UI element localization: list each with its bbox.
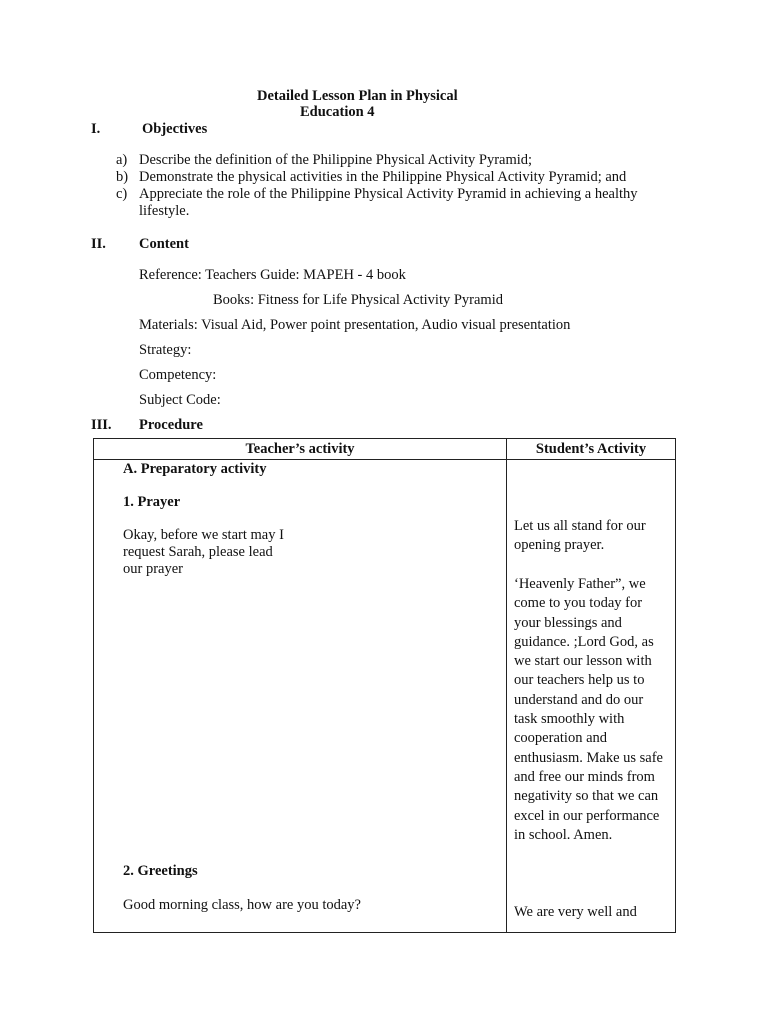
- document-title-line-1: Detailed Lesson Plan in Physical: [257, 88, 458, 104]
- objective-text: Describe the definition of the Philippine Physical Activity Pyramid;: [139, 152, 533, 168]
- student-prayer-text: ‘Heavenly Father”, we come to you today for your blessings and guidance. ;Lord God, as we start our lesson with our teachers help us to understand and do our task smoothly with cooperation and enthusiasm. Make us safe and free our minds from negativity so that we can excel in our performance in school. Amen.: [514, 576, 663, 843]
- content-materials: Materials: Visual Aid, Power point presentation, Audio visual presentation: [139, 317, 571, 333]
- teacher-activity-cell: [94, 460, 507, 933]
- section-heading-objectives: Objectives: [142, 121, 208, 137]
- objective-label: a): [116, 152, 128, 168]
- content-reference: Reference: Teachers Guide: MAPEH - 4 book: [139, 267, 406, 283]
- content-competency: Competency:: [139, 367, 217, 383]
- section-heading-content: Content: [139, 236, 189, 252]
- objective-item-b: [116, 169, 626, 186]
- objective-item-a: [116, 152, 532, 169]
- procedure-table: [93, 438, 676, 933]
- objective-item-c: [116, 186, 638, 203]
- objective-text: Appreciate the role of the Philippine Physical Activity Pyramid in achieving a healthy: [139, 186, 638, 202]
- content-strategy: Strategy:: [139, 342, 192, 358]
- student-greetings-reply: We are very well and: [514, 904, 637, 920]
- student-activity-cell: [507, 460, 676, 933]
- teacher-greetings-text: Good morning class, how are you today?: [123, 897, 361, 913]
- table-header-row: [94, 439, 676, 460]
- greetings-heading: 2. Greetings: [123, 863, 198, 879]
- student-activity-header: Student’s Activity: [507, 439, 676, 460]
- section-number-procedure: III.: [91, 417, 112, 433]
- objective-text: Demonstrate the physical activities in the Philippine Physical Activity Pyramid; and: [139, 169, 627, 185]
- teacher-prayer-line-2: request Sarah, please lead: [123, 544, 273, 560]
- teacher-prayer-line-1: Okay, before we start may I: [123, 527, 284, 543]
- preparatory-activity-heading: A. Preparatory activity: [123, 461, 267, 477]
- document-title-line-2: Education 4: [300, 104, 375, 120]
- prayer-heading: 1. Prayer: [123, 494, 181, 510]
- teacher-activity-header: Teacher’s activity: [94, 439, 507, 460]
- objective-label: b): [116, 169, 129, 185]
- content-subject-code: Subject Code:: [139, 392, 221, 408]
- student-prayer-intro: Let us all stand for our opening prayer.: [514, 518, 646, 554]
- table-row: [94, 460, 676, 933]
- section-number-content: II.: [91, 236, 106, 252]
- objective-label: c): [116, 186, 128, 202]
- teacher-prayer-line-3: our prayer: [123, 561, 183, 577]
- section-heading-procedure: Procedure: [139, 417, 203, 433]
- objective-item-c-continuation: lifestyle.: [139, 203, 190, 219]
- section-number-objectives: I.: [91, 121, 101, 137]
- content-books: Books: Fitness for Life Physical Activity Pyramid: [213, 292, 503, 308]
